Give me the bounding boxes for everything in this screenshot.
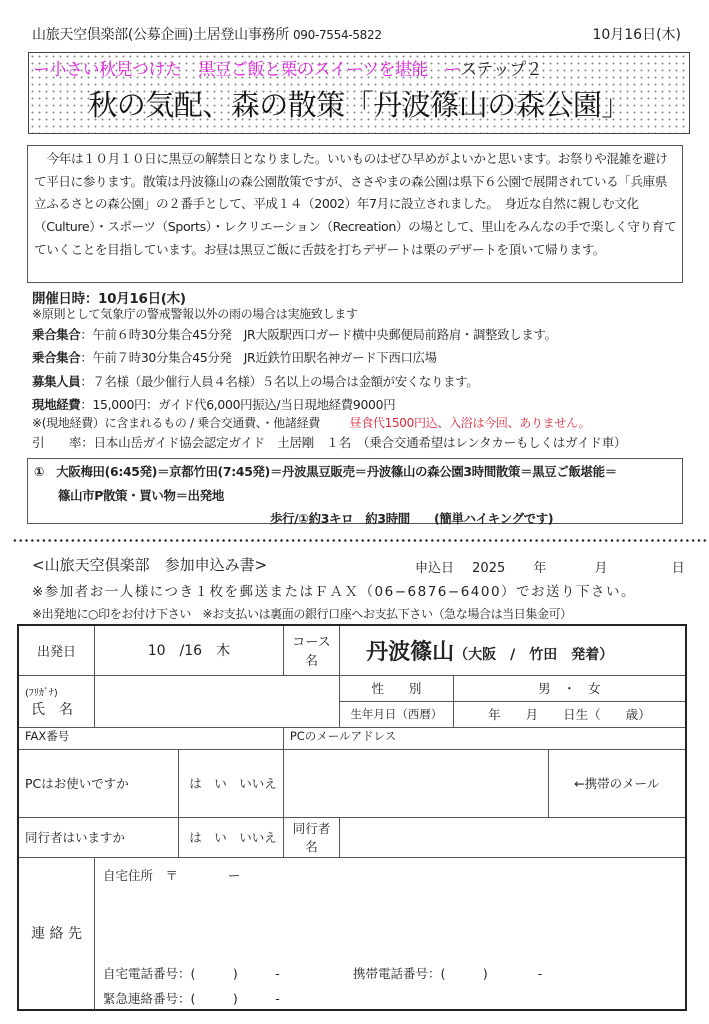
organizer-phone: 090-7554-5822 <box>292 28 382 42</box>
application-date <box>415 557 685 576</box>
course-name-cell <box>340 625 686 675</box>
application-date-label: 申込日 <box>415 561 455 576</box>
name-label-cell <box>18 675 95 727</box>
mobile-phone-field[interactable]: 携帯電話番号：( ) - <box>353 965 543 981</box>
leader-label: 引 率 <box>32 435 82 450</box>
row-fax-email <box>18 727 686 749</box>
pc-email-field[interactable] <box>283 727 686 749</box>
event-date-row <box>32 287 186 307</box>
pc-use-label: PCはお使いですか <box>18 749 179 817</box>
organizer-name: 山旅天空倶楽部(公募企画)土居登山事務所 <box>32 27 289 43</box>
event-date-value: ：10月16日(木) <box>84 291 186 307</box>
year-unit: 年 <box>533 561 547 576</box>
departure-label: 出発日 <box>18 625 95 675</box>
mobile-email-label: ←携帯のメール <box>548 749 686 817</box>
name-input[interactable] <box>95 675 340 727</box>
contact-fields <box>95 857 686 1010</box>
pc-use-yes-no[interactable]: は い いいえ <box>179 749 284 817</box>
meeting2-label: 乗合集合 <box>32 350 81 365</box>
subtitle-text: ー小さい秋見つけた 黒豆ご飯と栗のスイーツを堪能 ー <box>33 60 461 80</box>
name-label: 氏 名 <box>31 701 73 718</box>
cost-note: ※(現地経費）に含まれるもの / 乗合交通費、・他諸経費 <box>32 416 321 430</box>
course-name: 丹波篠山 <box>366 639 455 665</box>
gender-label: 性 別 <box>340 675 454 701</box>
cost-value: ：15,000円：ガイド代6,000円振込/当日現地経費9000円 <box>80 397 396 412</box>
title-box <box>28 52 690 134</box>
event-date-header: 10月16日(木) <box>592 27 681 43</box>
month-unit: 月 <box>594 561 608 576</box>
row-name-gender <box>18 675 686 701</box>
meeting1-label: 乗合集合 <box>32 327 81 342</box>
companion-name-input[interactable] <box>340 817 686 857</box>
intro-box <box>27 145 683 283</box>
payment-note: ※出発地に○印をお付け下さい ※お支払いは裏面の銀行口座へお支払下さい（急な場合は当日集金可） <box>32 607 572 621</box>
intro-text: 今年は１０月１０日に黒豆の解禁日となりました。いいものはぜひ早めがよいかと思います。お祭りや混雑を避けて平日に参ります。散策は丹波篠山の森公園散策ですが、ささやまの森公園は県下６公園で展開されている「兵庫県立ふるさとの森公園」の２番手として、平成１４（2002）年7月に設立されました。 身近な自然に親しむ文化（Culture）・スポーツ（Sports）・レクリエーション（Recreation）の場として、里山をみんなの手で楽しく守り育てていくことを目指しています。お昼は黒豆ご飯に舌鼓を打ちデザートは栗のデザートを頂いて帰ります。 <box>34 151 677 257</box>
birthdate-input[interactable]: 年 月 日生（ 歳） <box>453 701 686 727</box>
home-address-field[interactable]: 自宅住所 〒 ー <box>103 867 241 883</box>
companion-name-label: 同行者名 <box>283 817 339 857</box>
form-title: <山旅天空倶楽部 参加申込み書> <box>32 556 268 574</box>
route-line-1: ① 大阪梅田(6:45発)＝京都竹田(7:45発)＝丹波黒豆販売＝丹波篠山の森公園3時間散策＝黒豆ご飯堪能＝ <box>34 464 617 479</box>
rain-note: ※原則として気象庁の警戒警報以外の雨の場合は実施致します <box>32 307 358 321</box>
application-year: 2025 <box>472 561 506 576</box>
mobile-email-input[interactable] <box>283 749 548 817</box>
meeting2-row <box>32 348 437 366</box>
meeting1-value: ：午前６時30分集合45分発 JR大阪駅西口ガード横中央郵便局前路肩・調整致します。 <box>80 327 557 342</box>
cut-line-divider <box>12 539 709 542</box>
cost-note-highlight: 昼食代1500円込、入浴は今回、ありません。 <box>349 416 591 430</box>
capacity-row <box>32 372 478 390</box>
leader-value: ：日本山岳ガイド協会認定ガイド 土居剛 １名 （乗合交通希望はレンタカーもしくはガイド車） <box>81 435 627 450</box>
contact-label: 連 絡 先 <box>18 857 95 1010</box>
leader-row <box>32 432 626 451</box>
route-walking-info: 歩行/①約3キロ 約3時間 (簡単ハイキングです) <box>270 511 554 526</box>
row-departure <box>18 625 686 675</box>
submission-note: ※参加者お一人様につき１枚を郵送またはＦＡＸ（06−6876−6400）でお送り下さい。 <box>32 584 637 600</box>
row-companion <box>18 817 686 857</box>
route-line-2: 篠山市P散策・買い物＝出発地 <box>58 488 224 503</box>
furigana-label: (ﾌﾘｶﾞﾅ) <box>25 687 58 699</box>
event-date-label: 開催日時 <box>32 291 85 307</box>
cost-row <box>32 395 395 413</box>
emergency-phone-field[interactable]: 緊急連絡番号：( ) - <box>103 990 280 1006</box>
application-form-table <box>17 624 687 1011</box>
cost-note-row <box>32 414 590 431</box>
companion-yes-no[interactable]: は い いいえ <box>179 817 284 857</box>
course-label: コース名 <box>283 625 339 675</box>
birthdate-label: 生年月日（西暦） <box>340 701 454 727</box>
capacity-label: 募集人員 <box>32 374 81 389</box>
home-phone-field[interactable]: 自宅電話番号：( ) - <box>103 965 280 981</box>
course-departure-points: （大阪 / 竹田 発着） <box>454 646 614 663</box>
row-pc-use <box>18 749 686 817</box>
day-unit: 日 <box>671 561 685 576</box>
capacity-value: ：７名様（最少催行人員４名様）５名以上の場合は金額が安くなります。 <box>80 374 479 389</box>
gender-options[interactable]: 男 ・ 女 <box>453 675 686 701</box>
fax-number-field[interactable] <box>18 727 283 749</box>
departure-value[interactable]: 10 /16 木 <box>95 625 284 675</box>
page-title: 秋の気配、森の散策「丹波篠山の森公園」 <box>88 88 630 122</box>
route-box <box>27 458 683 524</box>
meeting1-row <box>32 325 557 343</box>
subtitle <box>33 55 542 80</box>
step-label: ステップ２ <box>460 60 543 80</box>
companion-label: 同行者はいますか <box>18 817 179 857</box>
row-contact <box>18 857 686 1010</box>
cost-label: 現地経費 <box>32 397 81 412</box>
fax-label: FAX番号 <box>25 728 70 743</box>
organizer-header <box>32 24 382 44</box>
pc-email-label: PCのメールアドレス <box>289 728 397 743</box>
meeting2-value: ：午前７時30分集合45分発 JR近鉄竹田駅名神ガード下西口広場 <box>80 350 437 365</box>
